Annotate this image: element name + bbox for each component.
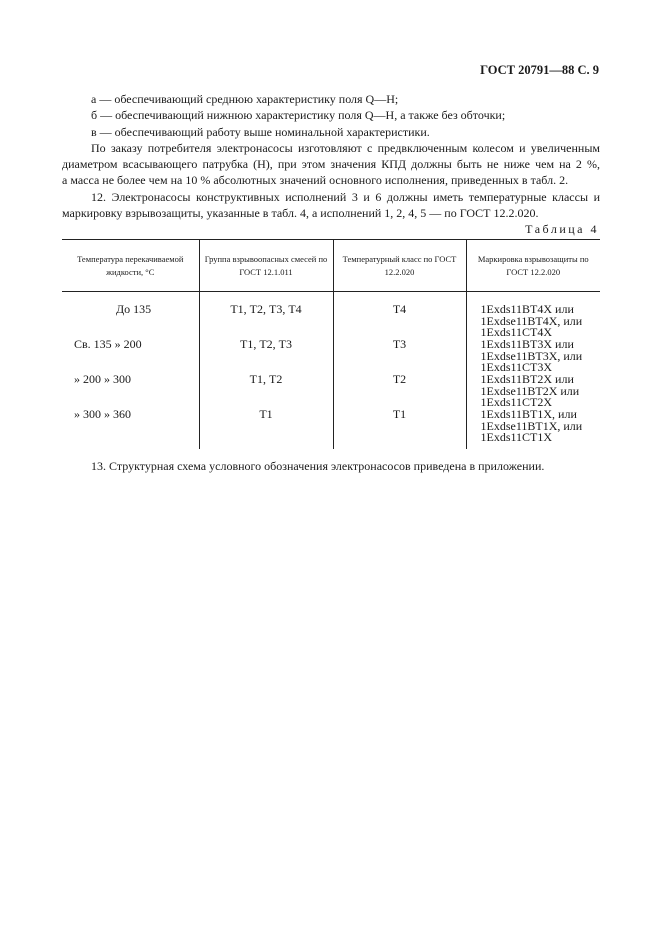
cell-marking [466, 339, 600, 374]
header-marking: Маркировка взрывозащиты по ГОСТ 12.2.020 [466, 240, 600, 292]
cell-temperature: Св. 135 » 200 [74, 337, 142, 351]
cell-marking [466, 292, 600, 340]
order-paragraph-line: а масса не более чем на 10 % абсолютных значений основного исполнения, приведенных в табл. 2. [62, 173, 569, 188]
marking-line: 1Exds11BT1X, или [480, 407, 577, 421]
cell-temperature: До 135 [116, 302, 152, 316]
marking-line: 1Exds11CT4X [480, 325, 553, 339]
marking-line: 1Exdse11BT2X или [480, 383, 580, 398]
body-text [62, 91, 600, 221]
clause-12-line: маркировку взрывозащиты, указанные в табл. 4, а исполнений 1, 2, 4, 5 — по ГОСТ 12.2.020. [62, 206, 539, 221]
marking-line: 1Exds11CT3X [480, 360, 553, 374]
header-temperature: Температура перекачиваемой жидкости, °С [62, 240, 199, 292]
cell-marking [466, 409, 600, 449]
item-v: в — обеспечивающий работу выше номинальной характеристики. [91, 124, 430, 139]
table-4 [62, 239, 600, 449]
order-paragraph-line: диаметром всасывающего патрубка (H), при этом значения КПД должны быть не ниже чем на 2 %, [62, 157, 600, 172]
item-b: б — обеспечивающий нижнюю характеристику поля Q—H, а также без обточки; [91, 108, 506, 123]
cell-mixture-group: Т1 [199, 409, 333, 449]
page-header: ГОСТ 20791—88 С. 9 [480, 63, 599, 77]
table-header-row [62, 240, 600, 292]
marking-line: 1Exds11CT2X [480, 395, 553, 409]
cell-mixture-group: Т1, Т2, Т3, Т4 [199, 292, 333, 340]
clause-13: 13. Структурная схема условного обозначения электронасосов приведена в приложении. [91, 459, 545, 473]
cell-temperature-class: Т1 [333, 409, 466, 449]
header-temperature-class: Температурный класс по ГОСТ 12.2.020 [333, 240, 466, 292]
marking-line: 1Exdse11BT4X, или [480, 313, 583, 328]
table-row [62, 339, 600, 374]
table-row [62, 409, 600, 449]
marking-line: 1Exds11CT1X [480, 430, 553, 444]
table-row [62, 374, 600, 409]
marking-line: 1Exdse11BT1X, или [480, 418, 583, 433]
marking-line: 1Exdse11BT3X, или [480, 348, 583, 363]
cell-mixture-group: Т1, Т2, Т3 [199, 339, 333, 374]
table-row [62, 292, 600, 340]
item-a: а — обеспечивающий среднюю характеристику поля Q—H; [91, 92, 399, 106]
marking-line: 1Exds11BT3X или [480, 337, 574, 351]
cell-temperature-class: Т4 [333, 292, 466, 340]
marking-line: 1Exds11BT2X или [480, 372, 574, 386]
cell-temperature-class: Т2 [333, 374, 466, 409]
cell-temperature: » 300 » 360 [74, 407, 131, 421]
table-caption: Таблица 4 [525, 222, 599, 236]
marking-line: 1Exds11BT4X или [480, 302, 574, 316]
order-paragraph-line: По заказу потребителя электронасосы изготовляют с предвключенным колесом и увеличенным [91, 140, 600, 155]
cell-temperature: » 200 » 300 [74, 372, 131, 386]
cell-temperature-class: Т3 [333, 339, 466, 374]
clause-12-line: 12. Электронасосы конструктивных исполнений 3 и 6 должны иметь температурные классы и [91, 189, 600, 204]
cell-marking [466, 374, 600, 409]
header-mixture-group: Группа взрывоопасных смесей по ГОСТ 12.1.011 [199, 240, 333, 292]
cell-mixture-group: Т1, Т2 [199, 374, 333, 409]
